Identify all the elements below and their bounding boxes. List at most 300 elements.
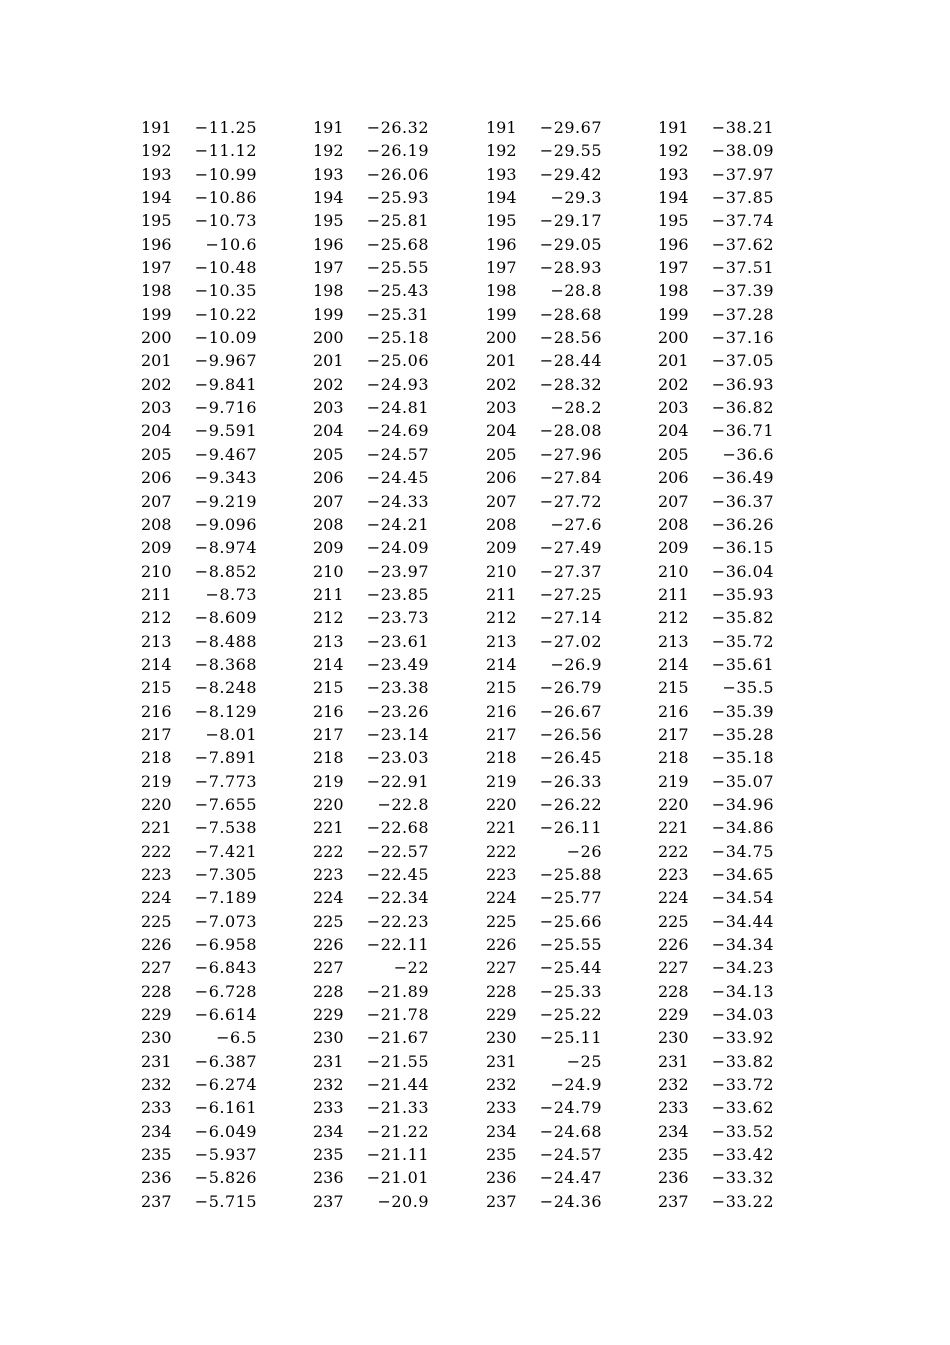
row-index: 219 <box>141 771 172 791</box>
row-value: −29.67 <box>539 118 602 137</box>
table-row <box>486 863 626 886</box>
row-value: −21.67 <box>366 1028 429 1048</box>
row-value: −26.32 <box>366 118 429 137</box>
table-row <box>141 1026 281 1049</box>
row-index: 205 <box>658 444 689 464</box>
row-value: −34.34 <box>711 935 774 955</box>
table-row <box>486 1050 626 1073</box>
row-index: 226 <box>313 935 344 955</box>
row-index: 205 <box>486 444 517 464</box>
row-value: −6.049 <box>194 1121 257 1141</box>
row-value: −34.65 <box>711 865 774 884</box>
row-index: 213 <box>313 631 344 651</box>
row-index: 232 <box>486 1075 517 1095</box>
table-row <box>313 653 453 676</box>
row-value: −25.31 <box>366 304 429 324</box>
row-value: −25.81 <box>366 211 429 231</box>
table-row <box>313 1003 453 1026</box>
row-value: −8.248 <box>194 678 257 698</box>
row-index: 203 <box>658 398 689 418</box>
table-row <box>486 513 626 536</box>
table-row <box>486 886 626 909</box>
table-row <box>486 116 626 139</box>
row-value: −28.8 <box>550 281 602 301</box>
row-index: 208 <box>141 514 172 534</box>
row-value: −37.05 <box>711 351 774 371</box>
row-index: 227 <box>486 958 517 978</box>
row-index: 219 <box>486 771 517 791</box>
row-index: 195 <box>658 211 689 231</box>
row-value: −35.28 <box>711 724 774 744</box>
row-value: −22.11 <box>366 935 429 955</box>
table-row <box>658 980 798 1003</box>
row-value: −6.5 <box>216 1028 257 1048</box>
table-row <box>313 746 453 769</box>
row-index: 224 <box>141 888 172 908</box>
table-row <box>486 840 626 863</box>
row-value: −27.84 <box>539 468 602 488</box>
table-row <box>658 186 798 209</box>
row-index: 235 <box>313 1145 344 1165</box>
row-index: 222 <box>486 841 517 861</box>
row-index: 192 <box>313 141 344 161</box>
row-index: 194 <box>313 188 344 208</box>
row-value: −22.23 <box>366 911 429 931</box>
row-value: −35.93 <box>711 584 774 604</box>
row-value: −10.22 <box>194 304 257 324</box>
table-row <box>658 373 798 396</box>
table-row <box>313 116 453 139</box>
row-value: −25.44 <box>539 958 602 978</box>
table-row <box>313 606 453 629</box>
row-index: 197 <box>313 258 344 278</box>
table-row <box>658 793 798 816</box>
row-index: 230 <box>658 1028 689 1048</box>
row-index: 223 <box>658 865 689 884</box>
table-row <box>486 163 626 186</box>
row-index: 230 <box>141 1028 172 1048</box>
row-value: −10.6 <box>205 234 257 254</box>
row-value: −35.39 <box>711 701 774 721</box>
row-value: −22.68 <box>366 818 429 838</box>
table-row <box>313 1190 453 1213</box>
table-row <box>658 1073 798 1096</box>
table-row <box>486 349 626 372</box>
row-value: −38.09 <box>711 141 774 161</box>
table-row <box>658 676 798 699</box>
row-index: 205 <box>313 444 344 464</box>
row-index: 194 <box>486 188 517 208</box>
table-row <box>658 139 798 162</box>
row-value: −29.05 <box>539 234 602 254</box>
table-row <box>658 1026 798 1049</box>
table-row <box>658 770 798 793</box>
row-index: 209 <box>141 538 172 558</box>
row-index: 199 <box>141 304 172 324</box>
row-value: −11.25 <box>194 118 257 137</box>
row-value: −11.12 <box>194 141 257 161</box>
row-value: −35.61 <box>711 654 774 674</box>
row-index: 216 <box>141 701 172 721</box>
row-index: 195 <box>313 211 344 231</box>
row-index: 193 <box>141 164 172 184</box>
row-value: −28.56 <box>539 328 602 348</box>
row-index: 204 <box>313 421 344 441</box>
row-index: 215 <box>486 678 517 698</box>
table-row <box>658 700 798 723</box>
row-index: 206 <box>486 468 517 488</box>
row-value: −23.03 <box>366 748 429 768</box>
row-value: −8.73 <box>205 584 257 604</box>
row-index: 229 <box>141 1005 172 1025</box>
row-value: −7.538 <box>194 818 257 838</box>
row-index: 227 <box>313 958 344 978</box>
row-value: −8.609 <box>194 608 257 628</box>
row-index: 236 <box>313 1168 344 1188</box>
row-value: −34.44 <box>711 911 774 931</box>
row-index: 198 <box>313 281 344 301</box>
table-row <box>658 840 798 863</box>
table-row <box>486 770 626 793</box>
table-row <box>313 980 453 1003</box>
row-index: 199 <box>486 304 517 324</box>
table-row <box>313 373 453 396</box>
row-value: −8.01 <box>205 724 257 744</box>
row-value: −21.55 <box>366 1051 429 1071</box>
row-value: −35.72 <box>711 631 774 651</box>
row-value: −22.8 <box>377 794 429 814</box>
table-row <box>313 466 453 489</box>
row-value: −27.37 <box>539 561 602 581</box>
row-value: −37.39 <box>711 281 774 301</box>
row-value: −10.35 <box>194 281 257 301</box>
row-value: −26.33 <box>539 771 602 791</box>
table-row <box>141 303 281 326</box>
table-row <box>141 653 281 676</box>
table-row <box>313 163 453 186</box>
row-index: 215 <box>658 678 689 698</box>
table-row <box>141 116 281 139</box>
table-row <box>141 816 281 839</box>
row-index: 200 <box>658 328 689 348</box>
table-row <box>313 1143 453 1166</box>
row-index: 230 <box>313 1028 344 1048</box>
row-value: −21.89 <box>366 981 429 1001</box>
row-index: 194 <box>141 188 172 208</box>
row-value: −26.45 <box>539 748 602 768</box>
row-index: 233 <box>486 1098 517 1118</box>
table-row <box>486 1120 626 1143</box>
row-index: 193 <box>486 164 517 184</box>
row-value: −26 <box>566 841 602 861</box>
row-index: 217 <box>486 724 517 744</box>
row-index: 204 <box>141 421 172 441</box>
table-row <box>141 513 281 536</box>
row-value: −22 <box>393 958 429 978</box>
table-row <box>313 560 453 583</box>
table-row <box>658 443 798 466</box>
row-value: −36.6 <box>722 444 774 464</box>
row-value: −10.09 <box>194 328 257 348</box>
table-row <box>486 186 626 209</box>
table-row <box>141 326 281 349</box>
row-index: 216 <box>313 701 344 721</box>
row-index: 199 <box>313 304 344 324</box>
table-row <box>486 396 626 419</box>
table-row <box>486 793 626 816</box>
row-index: 192 <box>141 141 172 161</box>
table-row <box>486 1190 626 1213</box>
row-value: −24.57 <box>366 444 429 464</box>
row-index: 201 <box>658 351 689 371</box>
row-index: 217 <box>313 724 344 744</box>
row-index: 215 <box>313 678 344 698</box>
row-index: 222 <box>313 841 344 861</box>
table-row <box>141 209 281 232</box>
row-value: −37.51 <box>711 258 774 278</box>
table-row <box>141 1120 281 1143</box>
row-index: 237 <box>658 1191 689 1211</box>
row-index: 218 <box>658 748 689 768</box>
table-row <box>313 1096 453 1119</box>
row-index: 204 <box>486 421 517 441</box>
table-row <box>486 653 626 676</box>
row-value: −23.61 <box>366 631 429 651</box>
row-index: 202 <box>141 374 172 394</box>
table-row <box>141 1166 281 1189</box>
row-value: −6.161 <box>194 1098 257 1118</box>
row-value: −29.42 <box>539 164 602 184</box>
row-index: 223 <box>313 865 344 884</box>
row-index: 224 <box>486 888 517 908</box>
row-value: −22.57 <box>366 841 429 861</box>
row-value: −24.36 <box>539 1191 602 1211</box>
row-value: −24.93 <box>366 374 429 394</box>
row-index: 212 <box>141 608 172 628</box>
row-index: 224 <box>313 888 344 908</box>
row-index: 232 <box>313 1075 344 1095</box>
row-index: 210 <box>141 561 172 581</box>
table-row <box>486 233 626 256</box>
row-value: −25 <box>566 1051 602 1071</box>
row-value: −9.716 <box>194 398 257 418</box>
row-value: −37.16 <box>711 328 774 348</box>
row-index: 237 <box>486 1191 517 1211</box>
row-index: 218 <box>486 748 517 768</box>
row-index: 220 <box>141 794 172 814</box>
row-value: −9.096 <box>194 514 257 534</box>
table-row <box>658 956 798 979</box>
row-value: −37.28 <box>711 304 774 324</box>
row-value: −29.17 <box>539 211 602 231</box>
table-row <box>141 630 281 653</box>
row-index: 234 <box>486 1121 517 1141</box>
table-row <box>313 886 453 909</box>
table-row <box>141 1050 281 1073</box>
table-row <box>141 863 281 886</box>
row-index: 228 <box>313 981 344 1001</box>
row-index: 233 <box>141 1098 172 1118</box>
row-value: −6.958 <box>194 935 257 955</box>
row-index: 202 <box>486 374 517 394</box>
table-row <box>141 956 281 979</box>
table-row <box>313 863 453 886</box>
table-row <box>486 1143 626 1166</box>
table-row <box>313 419 453 442</box>
table-row <box>658 816 798 839</box>
row-index: 201 <box>486 351 517 371</box>
row-index: 222 <box>141 841 172 861</box>
row-index: 214 <box>313 654 344 674</box>
table-row <box>486 1096 626 1119</box>
table-row <box>486 700 626 723</box>
row-index: 198 <box>486 281 517 301</box>
row-value: −27.49 <box>539 538 602 558</box>
row-index: 226 <box>658 935 689 955</box>
row-index: 192 <box>486 141 517 161</box>
row-value: −24.57 <box>539 1145 602 1165</box>
row-index: 217 <box>141 724 172 744</box>
table-row <box>313 326 453 349</box>
row-value: −28.08 <box>539 421 602 441</box>
table-row <box>486 1073 626 1096</box>
table-row <box>658 256 798 279</box>
row-index: 231 <box>313 1051 344 1071</box>
table-row <box>658 583 798 606</box>
row-index: 214 <box>486 654 517 674</box>
row-index: 234 <box>658 1121 689 1141</box>
row-index: 209 <box>313 538 344 558</box>
table-row <box>141 606 281 629</box>
row-value: −25.11 <box>539 1028 602 1048</box>
table-row <box>313 723 453 746</box>
table-row <box>658 1120 798 1143</box>
table-row <box>313 209 453 232</box>
row-index: 219 <box>658 771 689 791</box>
table-row <box>313 676 453 699</box>
row-value: −34.13 <box>711 981 774 1001</box>
table-row <box>486 956 626 979</box>
data-column-1 <box>141 116 281 1213</box>
table-row <box>486 606 626 629</box>
table-row <box>658 1003 798 1026</box>
row-value: −8.488 <box>194 631 257 651</box>
row-value: −33.62 <box>711 1098 774 1118</box>
row-value: −33.32 <box>711 1168 774 1188</box>
row-value: −6.387 <box>194 1051 257 1071</box>
table-row <box>658 1166 798 1189</box>
row-value: −7.655 <box>194 794 257 814</box>
row-value: −36.26 <box>711 514 774 534</box>
table-row <box>486 1003 626 1026</box>
row-value: −36.04 <box>711 561 774 581</box>
row-index: 195 <box>486 211 517 231</box>
table-row <box>658 490 798 513</box>
row-value: −37.74 <box>711 211 774 231</box>
table-row <box>141 1096 281 1119</box>
table-row <box>313 490 453 513</box>
row-index: 231 <box>141 1051 172 1071</box>
row-value: −35.5 <box>722 678 774 698</box>
row-value: −28.2 <box>550 398 602 418</box>
row-value: −28.93 <box>539 258 602 278</box>
row-value: −24.81 <box>366 398 429 418</box>
row-value: −9.343 <box>194 468 257 488</box>
table-row <box>486 256 626 279</box>
row-value: −25.43 <box>366 281 429 301</box>
table-row <box>658 1143 798 1166</box>
row-index: 221 <box>658 818 689 838</box>
row-value: −33.22 <box>711 1191 774 1211</box>
table-row <box>313 186 453 209</box>
data-column-2 <box>313 116 453 1213</box>
table-row <box>486 910 626 933</box>
row-value: −24.33 <box>366 491 429 511</box>
row-value: −37.85 <box>711 188 774 208</box>
row-index: 206 <box>141 468 172 488</box>
row-index: 223 <box>141 865 172 884</box>
row-index: 213 <box>658 631 689 651</box>
row-index: 200 <box>486 328 517 348</box>
table-row <box>486 490 626 513</box>
table-row <box>486 373 626 396</box>
table-row <box>313 233 453 256</box>
row-index: 236 <box>658 1168 689 1188</box>
row-index: 236 <box>141 1168 172 1188</box>
row-index: 226 <box>141 935 172 955</box>
row-value: −25.22 <box>539 1005 602 1025</box>
row-index: 196 <box>313 234 344 254</box>
table-row <box>141 490 281 513</box>
row-value: −21.33 <box>366 1098 429 1118</box>
row-index: 207 <box>658 491 689 511</box>
table-row <box>141 466 281 489</box>
row-index: 209 <box>486 538 517 558</box>
row-value: −24.09 <box>366 538 429 558</box>
row-value: −8.974 <box>194 538 257 558</box>
row-value: −24.9 <box>550 1075 602 1095</box>
table-row <box>658 746 798 769</box>
row-index: 197 <box>141 258 172 278</box>
table-row <box>658 513 798 536</box>
row-index: 210 <box>486 561 517 581</box>
table-row <box>141 560 281 583</box>
row-value: −34.54 <box>711 888 774 908</box>
row-value: −27.02 <box>539 631 602 651</box>
row-index: 197 <box>658 258 689 278</box>
row-index: 214 <box>658 654 689 674</box>
row-index: 233 <box>658 1098 689 1118</box>
row-index: 191 <box>141 118 172 137</box>
row-value: −23.73 <box>366 608 429 628</box>
row-value: −34.03 <box>711 1005 774 1025</box>
table-row <box>313 256 453 279</box>
row-index: 228 <box>658 981 689 1001</box>
row-value: −24.21 <box>366 514 429 534</box>
table-row <box>658 163 798 186</box>
row-value: −27.6 <box>550 514 602 534</box>
table-row <box>313 910 453 933</box>
table-row <box>658 910 798 933</box>
row-value: −23.97 <box>366 561 429 581</box>
row-index: 208 <box>486 514 517 534</box>
row-index: 229 <box>313 1005 344 1025</box>
table-row <box>658 303 798 326</box>
row-index: 197 <box>486 258 517 278</box>
row-value: −6.614 <box>194 1005 257 1025</box>
table-row <box>313 396 453 419</box>
row-index: 220 <box>658 794 689 814</box>
